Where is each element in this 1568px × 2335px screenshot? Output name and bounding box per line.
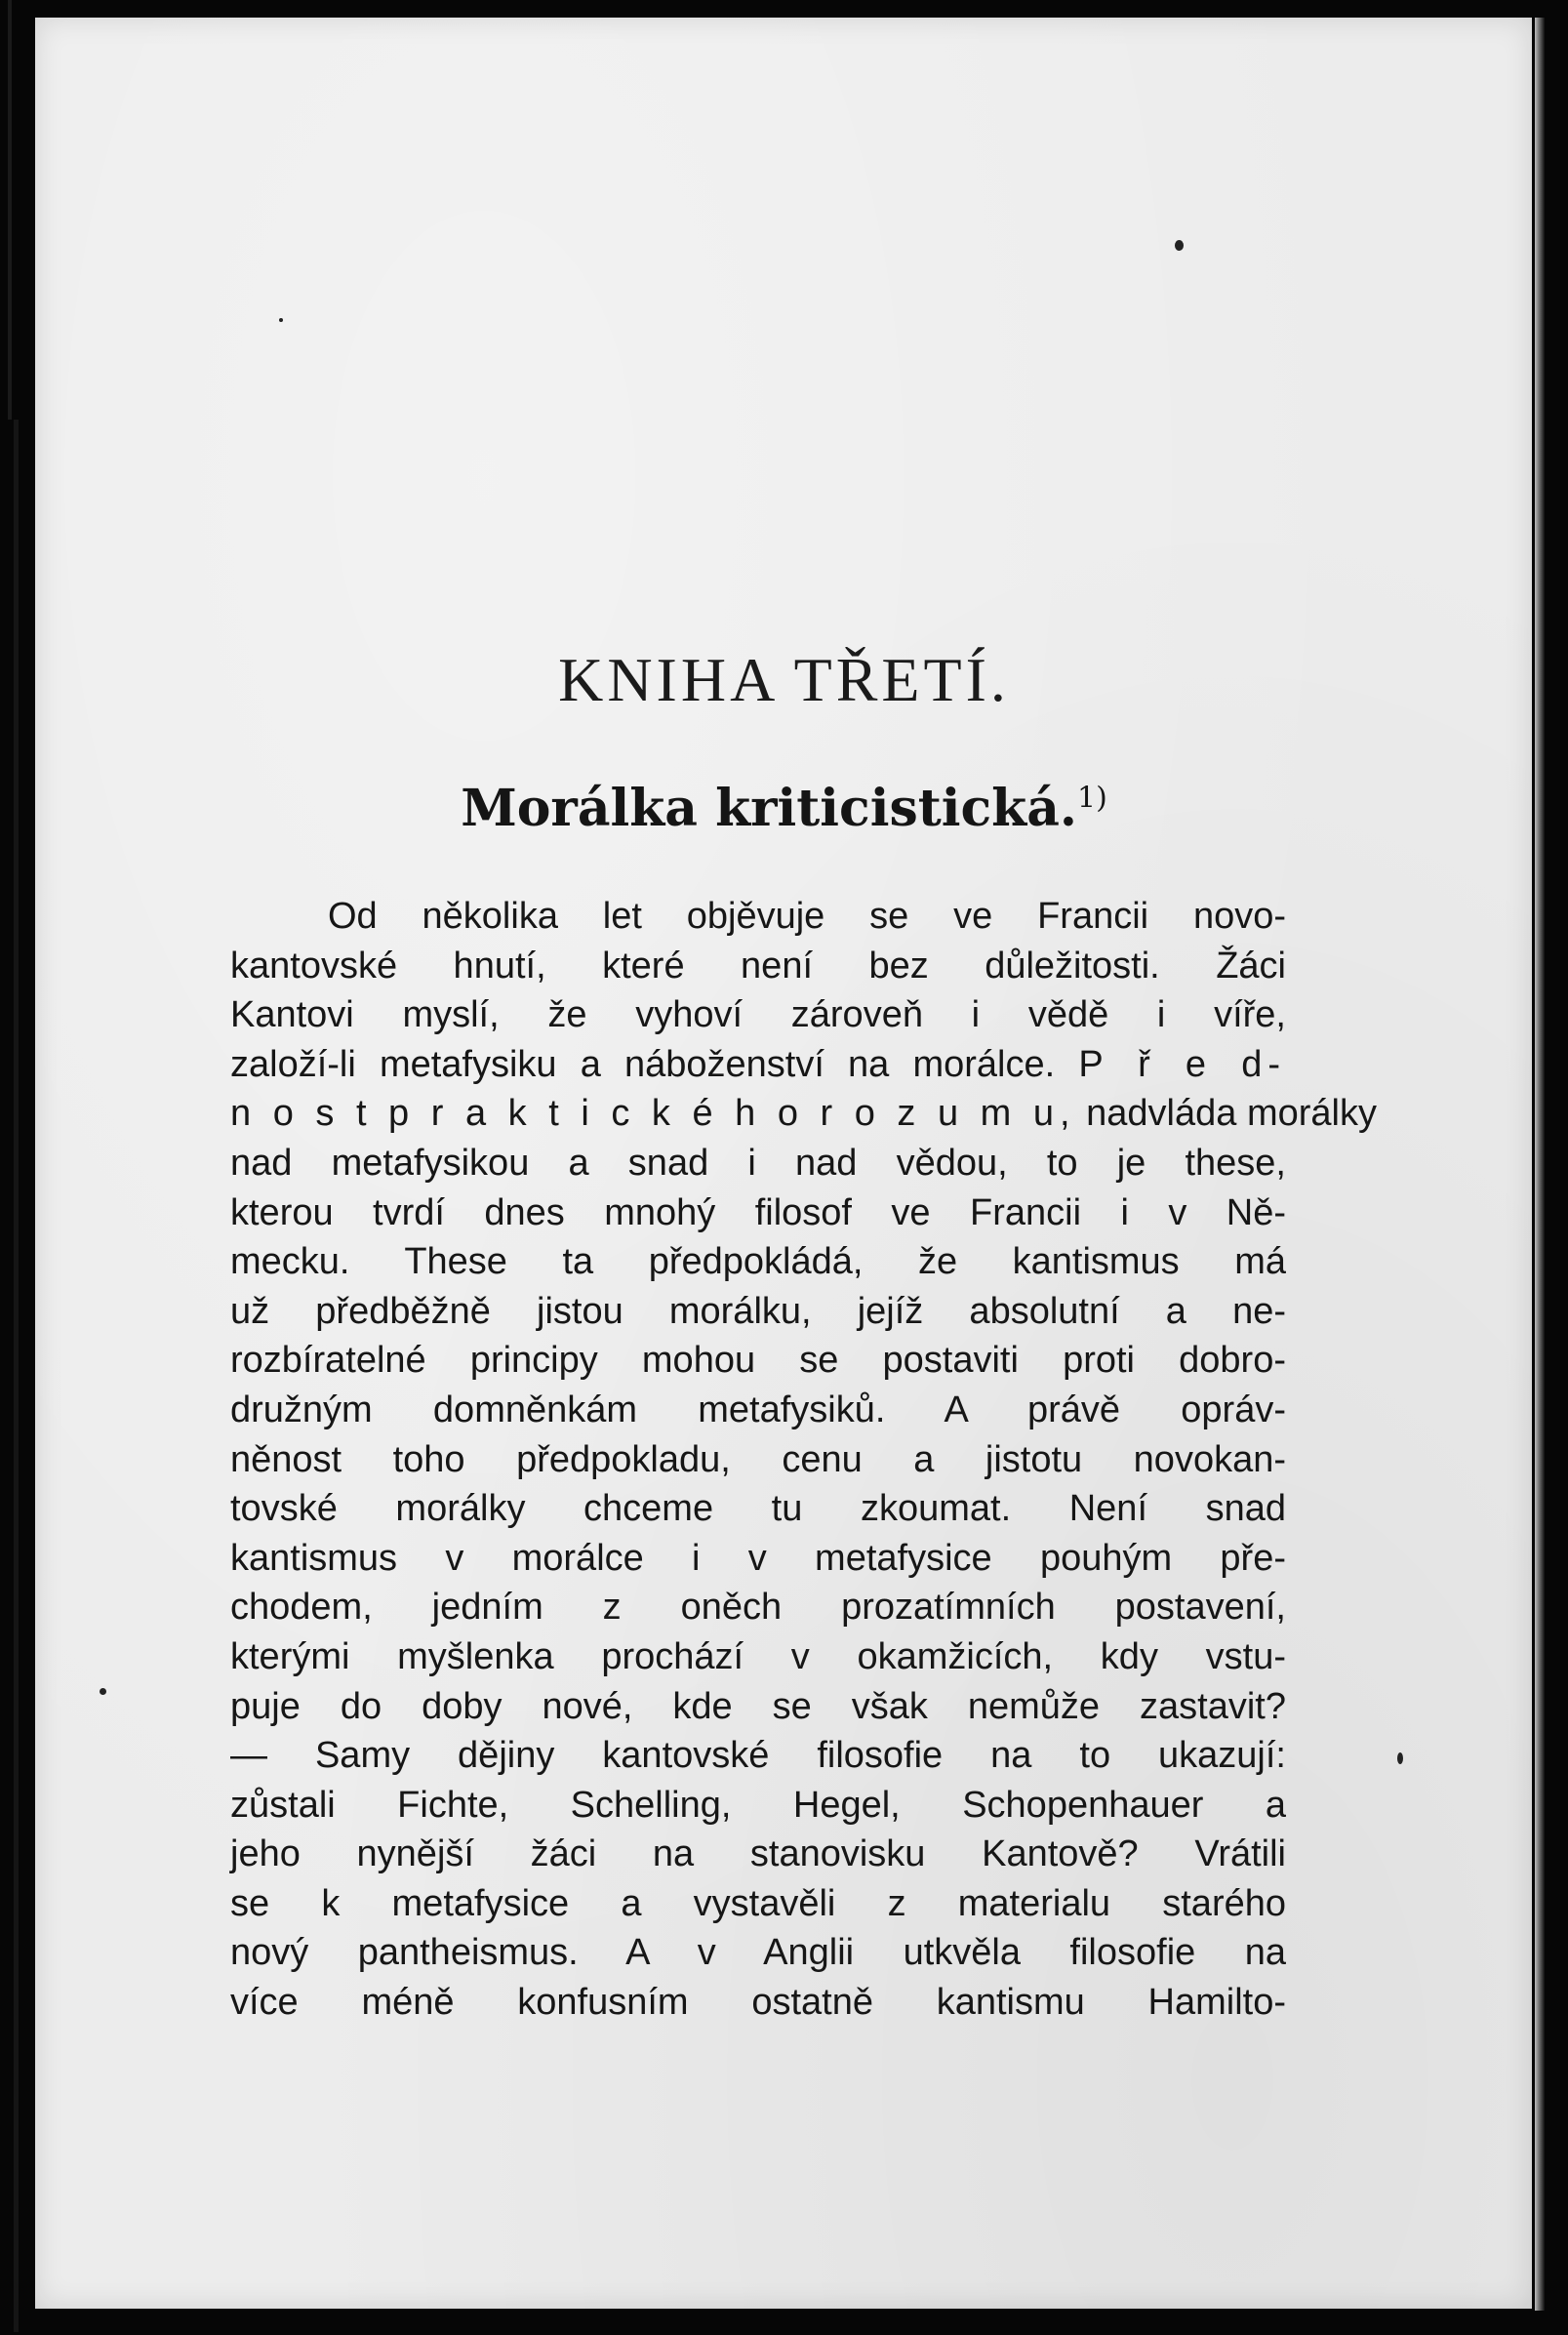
text-line: družným domněnkám metafysiků. A právě opráv- (230, 1389, 1286, 1430)
text-line: jeho nynější žáci na stanovisku Kantově? Vrátili (230, 1833, 1286, 1875)
text-line: nový pantheismus. A v Anglii utkvěla filosofie na (230, 1932, 1286, 1974)
text-line: zůstali Fichte, Schelling, Hegel, Schopenhauer a (230, 1784, 1286, 1826)
text-line: kantismus v morálce i v metafysice pouhým pře- (230, 1537, 1286, 1579)
text-line: více méně konfusním ostatně kantismu Hamilto- (230, 1982, 1286, 2024)
text-line: se k metafysice a vystavěli z materialu starého (230, 1882, 1286, 1924)
chapter-title (0, 779, 1568, 838)
text-line (230, 1040, 1286, 1090)
text-line (230, 1089, 1377, 1139)
text-line: kterou tvrdí dnes mnohý filosof ve Francii i v Ně- (230, 1191, 1286, 1233)
text-line: Od několika let objěvuje se ve Francii novo- (328, 896, 1286, 937)
spaced-emphasis: P ř e d- (1078, 1043, 1286, 1085)
chapter-title-text: Morálka kriticistická. (461, 779, 1078, 838)
footnote-marker: 1) (1077, 781, 1107, 816)
text-line: rozbíratelné principy mohou se postaviti proti dobro- (230, 1340, 1286, 1382)
text-line: chodem, jedním z oněch prozatímních postavení, (230, 1587, 1286, 1629)
text-line: mecku. These ta předpokládá, že kantismus má (230, 1241, 1286, 1283)
text-line: něnost toho předpokladu, cenu a jistotu novokan- (230, 1438, 1286, 1480)
book-title: KNIHA TŘETÍ. (558, 645, 1010, 714)
text-line: tovské morálky chceme tu zkoumat. Není snad (230, 1488, 1286, 1530)
dust-speck (279, 318, 283, 322)
dust-speck (1175, 240, 1184, 251)
body-text (230, 892, 1377, 2028)
text-line: kantovské hnutí, které není bez důležitosti. Žáci (230, 945, 1286, 986)
text-segment: nadvláda morálky (1086, 1093, 1377, 1135)
text-line: Kantovi myslí, že vyhoví zároveň i vědě i víře, (230, 994, 1286, 1036)
text-segment: založí-li metafysiku a náboženství na morálce. (230, 1043, 1056, 1085)
text-line: kterými myšlenka prochází v okamžicích, kdy vstu- (230, 1635, 1286, 1677)
binding-edge-top (8, 0, 12, 420)
text-line: už předběžně jistou morálku, jejíž absolutní a ne- (230, 1290, 1286, 1332)
spaced-emphasis: n o s t p r a k t i c k é h o r o z u m u, (230, 1093, 1076, 1135)
dust-speck (100, 1688, 106, 1695)
dust-speck (1397, 1752, 1403, 1764)
text-line: — Samy dějiny kantovské filosofie na to ukazují: (230, 1735, 1286, 1777)
text-line: puje do doby nové, kde se však nemůže zastavit? (230, 1685, 1286, 1727)
page-right-edge (1535, 18, 1545, 2311)
text-line: nad metafysikou a snad i nad vědou, to je these, (230, 1142, 1286, 1184)
